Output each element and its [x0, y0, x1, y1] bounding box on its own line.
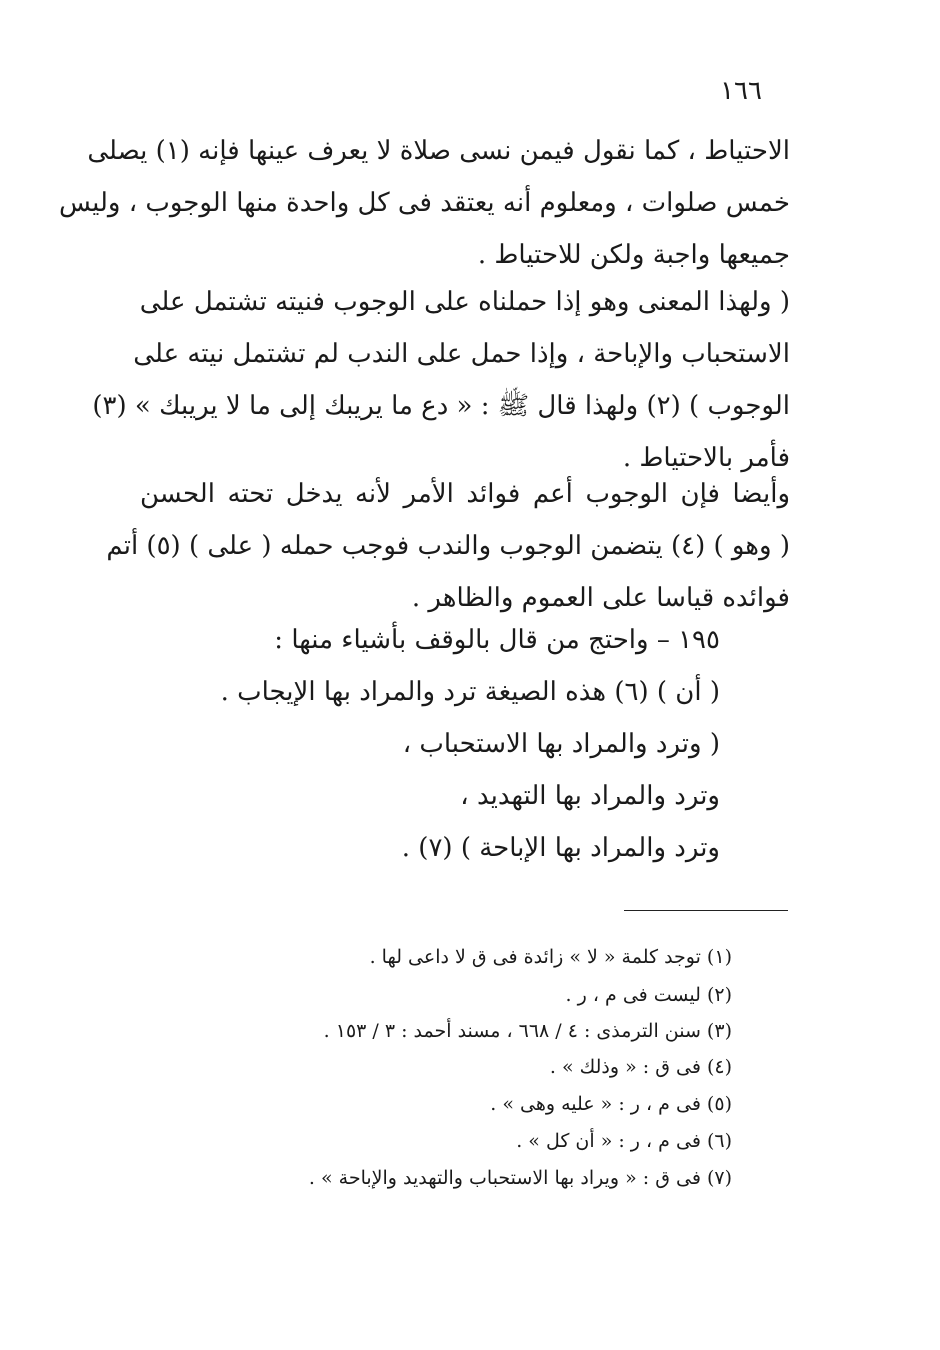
paragraph-4	[140, 614, 790, 874]
paragraph-3	[106, 468, 790, 624]
text-line: وترد والمراد بها التهديد ،	[460, 781, 720, 811]
footnote-6: (٦) فى م ، ر : « أن كل » .	[516, 1130, 732, 1152]
footnote-3: (٣) سنن الترمذى : ٤ / ٦٦٨ ، مسند أحمد : ٣ / ١٥٣ .	[323, 1020, 732, 1042]
text-line: خمس صلوات ، ومعلوم أنه يعتقد فى كل واحدة منها الوجوب ، وليس	[58, 188, 790, 218]
footnote-2: (٢) ليست فى م ، ر .	[565, 984, 732, 1006]
text-line: جميعها واجبة ولكن للاحتياط .	[477, 240, 790, 270]
text-line: ( أن ) (٦) هذه الصيغة ترد والمراد بها الإيجاب .	[220, 677, 720, 707]
text-line: ١٩٥ – واحتج من قال بالوقف بأشياء منها :	[274, 625, 720, 655]
text-line: الوجوب ) (٢) ولهذا قال ﷺ : « دع ما يريبك إلى ما لا يريبك » (٣)	[92, 391, 790, 421]
text-line: الاحتياط ، كما نقول فيمن نسى صلاة لا يعرف عينها فإنه (١) يصلى	[87, 136, 790, 166]
page-number: ١٦٦	[720, 76, 762, 106]
text-line: فأمر بالاحتياط .	[622, 443, 790, 473]
text-line: وترد والمراد بها الإباحة ) (٧) .	[401, 833, 720, 863]
footnote-5: (٥) فى م ، ر : « عليه وهى » .	[490, 1093, 732, 1115]
text-line: ( وترد والمراد بها الاستحباب ،	[402, 729, 720, 759]
text-line: ( ولهذا المعنى وهو إذا حملناه على الوجوب فنيته تشتمل على	[139, 287, 790, 317]
paragraph-1	[58, 125, 790, 281]
footnote-1: (١) توجد كلمة « لا » زائدة فى ق لا داعى لها .	[369, 946, 732, 968]
footnote-4: (٤) فى ق : « وذلك » .	[549, 1056, 732, 1078]
text-line: فوائده قياسا على العموم والظاهر .	[411, 583, 790, 613]
footnote-7: (٧) فى ق : « ويراد بها الاستحباب والتهديد والإباحة » .	[308, 1167, 732, 1189]
paragraph-2	[92, 276, 790, 484]
text-line: الاستحباب والإباحة ، وإذا حمل على الندب لم تشتمل نيته على	[133, 339, 790, 369]
footnote-divider	[624, 910, 788, 911]
text-line: ( وهو ) (٤) يتضمن الوجوب والندب فوجب حمله ( على ) (٥) أتم	[106, 531, 790, 561]
text-line: وأيضا فإن الوجوب أعم فوائد الأمر لأنه يدخل تحته الحسن	[140, 479, 790, 509]
